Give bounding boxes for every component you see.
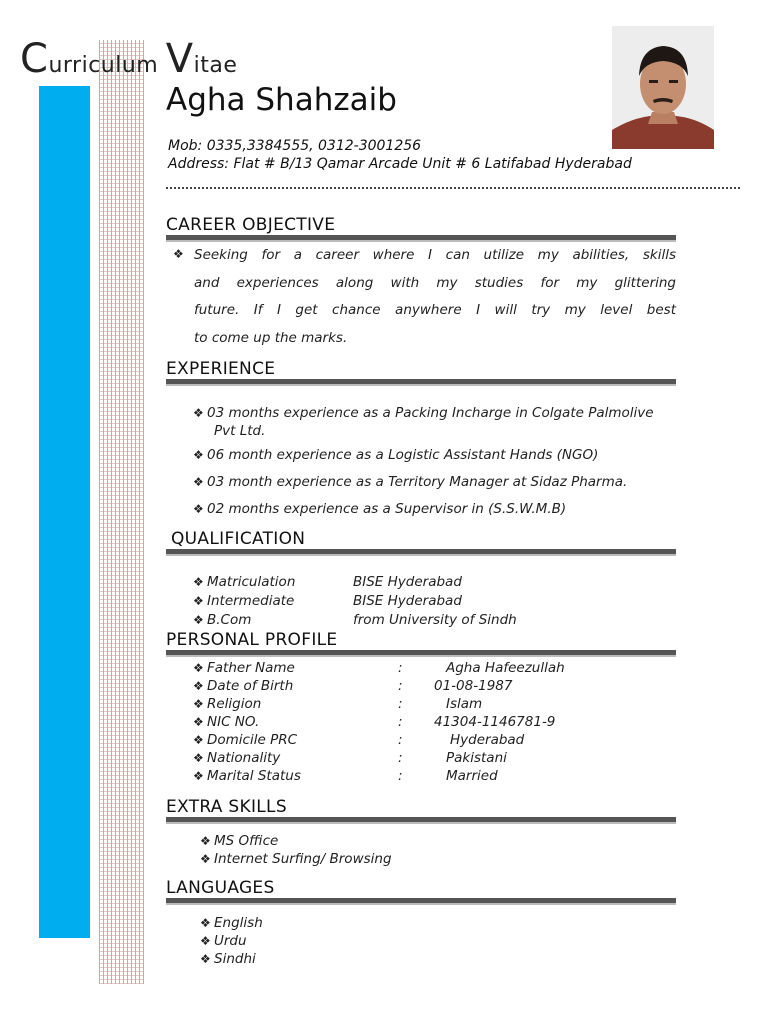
- section-rule: [166, 379, 676, 386]
- profile-value: 41304-1146781-9: [434, 714, 556, 730]
- diamond-bullet-icon: ❖: [193, 661, 204, 675]
- side-accent-bar: [39, 86, 90, 938]
- diamond-bullet-icon: ❖: [193, 502, 204, 516]
- cv-title-initial-c: C: [20, 36, 49, 82]
- diamond-bullet-icon: ❖: [193, 769, 204, 783]
- skill-text: MS Office: [214, 833, 279, 849]
- list-item: [200, 833, 278, 849]
- diamond-bullet-icon: ❖: [200, 852, 211, 866]
- section-title-qualification: QUALIFICATION: [171, 529, 306, 549]
- list-item: [214, 423, 265, 439]
- diamond-bullet-icon: ❖: [193, 679, 204, 693]
- objective-line: future. If I get chance anywhere I will try my level best: [194, 302, 676, 318]
- list-item: [200, 951, 256, 967]
- candidate-name: Agha Shahzaib: [166, 82, 397, 118]
- profile-label: Religion: [207, 696, 262, 712]
- diamond-bullet-icon: ❖: [193, 575, 204, 589]
- profile-value: Islam: [446, 696, 483, 712]
- cv-title-initial-v: V: [165, 36, 194, 82]
- profile-separator: :: [398, 768, 403, 784]
- diamond-bullet-icon: ❖: [200, 952, 211, 966]
- profile-row: [193, 678, 293, 694]
- profile-row: [193, 714, 259, 730]
- qualification-degree: B.Com: [207, 612, 252, 628]
- list-item: [193, 501, 566, 517]
- diamond-bullet-icon: ❖: [193, 448, 204, 462]
- profile-label: Domicile PRC: [207, 732, 298, 748]
- profile-photo: [612, 26, 714, 149]
- profile-label: Date of Birth: [207, 678, 294, 694]
- profile-value: Hyderabad: [450, 732, 525, 748]
- list-item: [200, 933, 247, 949]
- profile-row: [193, 732, 297, 748]
- profile-value: Married: [446, 768, 498, 784]
- experience-text: 06 month experience as a Logistic Assistant Hands (NGO): [207, 447, 599, 463]
- section-rule: [166, 898, 676, 905]
- diamond-bullet-icon: ❖: [200, 916, 211, 930]
- section-rule: [166, 549, 676, 556]
- list-item: [200, 851, 392, 867]
- section-title-languages: LANGUAGES: [166, 878, 275, 898]
- list-item: [193, 612, 251, 628]
- diamond-bullet-icon: ❖: [193, 733, 204, 747]
- list-item: [193, 593, 294, 609]
- qualification-board: BISE Hyderabad: [353, 574, 462, 590]
- diamond-bullet-icon: ❖: [193, 715, 204, 729]
- profile-separator: :: [398, 660, 403, 676]
- diamond-bullet-icon: ❖: [193, 697, 204, 711]
- address: Address: Flat # B/13 Qamar Arcade Unit # 6 Latifabad Hyderabad: [168, 156, 632, 172]
- profile-separator: :: [398, 678, 403, 694]
- diamond-bullet-icon: ❖: [193, 613, 204, 627]
- diamond-bullet-icon: ❖: [200, 834, 211, 848]
- language-text: Urdu: [214, 933, 247, 949]
- header-divider: [166, 187, 740, 189]
- profile-value: 01-08-1987: [434, 678, 513, 694]
- cv-title: [20, 36, 237, 82]
- experience-text: Pvt Ltd.: [214, 423, 266, 439]
- profile-separator: :: [398, 750, 403, 766]
- diamond-bullet-icon: ❖: [193, 751, 204, 765]
- qualification-degree: Intermediate: [207, 593, 295, 609]
- profile-row: [193, 660, 295, 676]
- profile-row: [193, 750, 280, 766]
- diamond-bullet-icon: ❖: [200, 934, 211, 948]
- language-text: English: [214, 915, 263, 931]
- diamond-bullet-icon: ❖: [193, 475, 204, 489]
- section-rule: [166, 235, 676, 242]
- section-title-experience: EXPERIENCE: [166, 359, 276, 379]
- section-rule: [166, 650, 676, 657]
- side-stripe-pattern: [99, 40, 144, 984]
- language-text: Sindhi: [214, 951, 256, 967]
- objective-line: and experiences along with my studies for my glittering: [194, 274, 676, 291]
- cv-title-word-2: itae: [193, 53, 238, 78]
- section-rule: [166, 817, 676, 824]
- profile-row: [193, 768, 301, 784]
- objective-line: Seeking for a career where I can utilize my abilities, skills: [194, 247, 676, 263]
- list-item: [193, 405, 654, 421]
- diamond-bullet-icon: ❖: [193, 594, 204, 608]
- profile-row: [193, 696, 261, 712]
- objective-line: to come up the marks.: [194, 329, 348, 346]
- profile-separator: :: [398, 714, 403, 730]
- list-item: [200, 915, 263, 931]
- profile-separator: :: [398, 732, 403, 748]
- experience-text: 03 months experience as a Packing Incharge in Colgate Palmolive: [207, 405, 654, 421]
- profile-value: Agha Hafeezullah: [446, 660, 565, 676]
- profile-separator: :: [398, 696, 403, 712]
- qualification-degree: Matriculation: [207, 574, 296, 590]
- list-item: [193, 574, 295, 590]
- list-item: [193, 447, 598, 463]
- section-title-career-objective: CAREER OBJECTIVE: [166, 215, 336, 235]
- profile-value: Pakistani: [446, 750, 507, 766]
- mobile-numbers: Mob: 0335,3384555, 0312-3001256: [168, 138, 422, 154]
- profile-label: Father Name: [207, 660, 295, 676]
- skill-text: Internet Surfing/ Browsing: [214, 851, 392, 867]
- profile-label: Marital Status: [207, 768, 301, 784]
- profile-label: Nationality: [207, 750, 281, 766]
- cv-title-word-1: urriculum: [48, 53, 159, 78]
- list-item: [193, 474, 627, 490]
- diamond-bullet-icon: ❖: [173, 247, 184, 261]
- qualification-board: BISE Hyderabad: [353, 593, 462, 609]
- diamond-bullet-icon: ❖: [193, 406, 204, 420]
- section-title-personal-profile: PERSONAL PROFILE: [166, 630, 338, 650]
- qualification-board: from University of Sindh: [353, 612, 517, 628]
- experience-text: 03 month experience as a Territory Manager at Sidaz Pharma.: [207, 474, 628, 490]
- profile-label: NIC NO.: [207, 714, 260, 730]
- experience-text: 02 months experience as a Supervisor in (S.S.W.M.B): [207, 501, 567, 517]
- person-portrait-icon: [612, 26, 714, 149]
- career-objective-text: [173, 247, 676, 357]
- section-title-extra-skills: EXTRA SKILLS: [166, 797, 287, 817]
